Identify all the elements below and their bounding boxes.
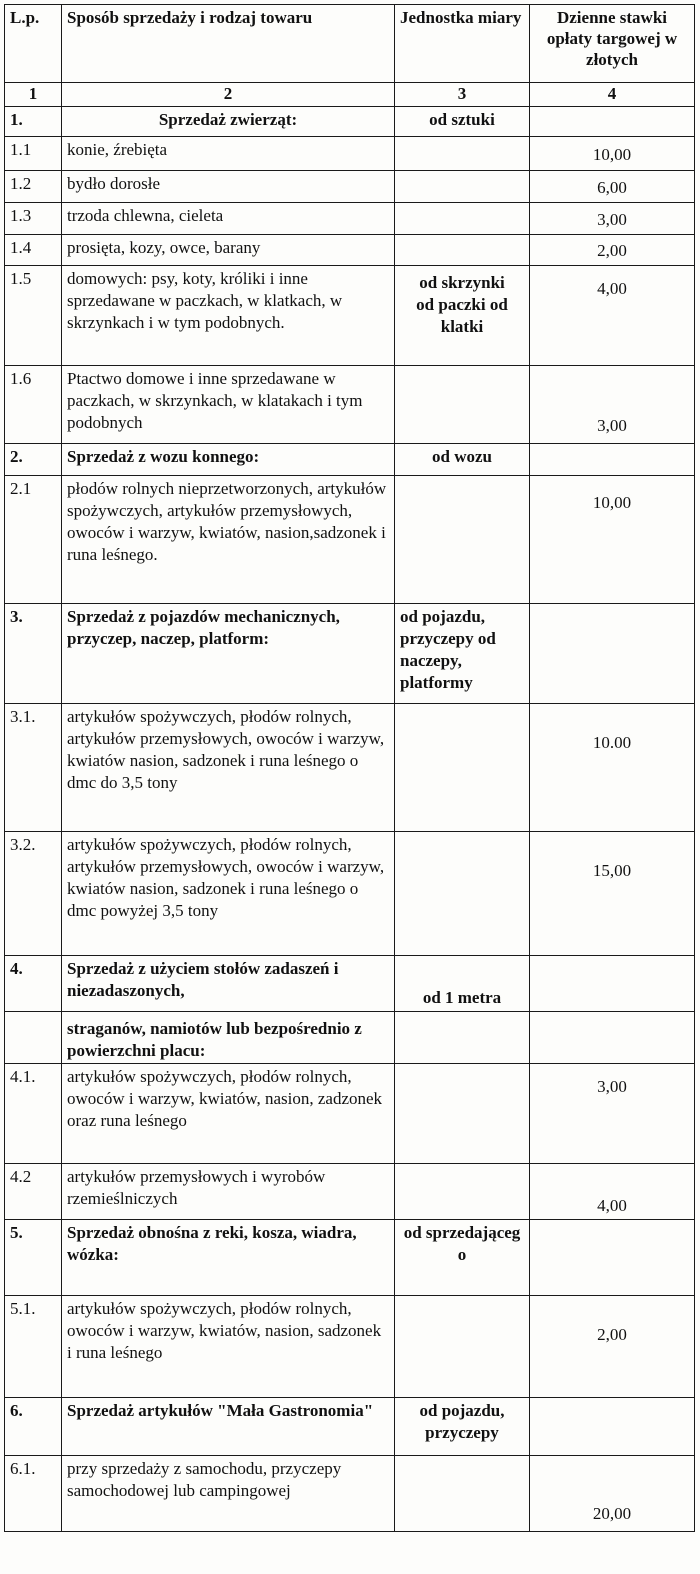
row-lp: 3.2. <box>5 832 62 956</box>
column-number-row <box>5 83 695 107</box>
row-lp: 1.4 <box>5 235 62 266</box>
row-desc: przy sprzedaży z samochodu, przyczepy samochodowej lub campingowej <box>62 1456 395 1532</box>
row-value <box>530 604 695 704</box>
row-lp: 5.1. <box>5 1296 62 1398</box>
table-row <box>5 476 695 604</box>
row-value: 3,00 <box>530 1064 695 1164</box>
row-desc: bydło dorosłe <box>62 171 395 203</box>
row-unit <box>395 832 530 956</box>
row-value: 15,00 <box>530 832 695 956</box>
column-number: 2 <box>62 83 395 107</box>
column-number: 3 <box>395 83 530 107</box>
table-row <box>5 704 695 832</box>
row-desc: artykułów spożywczych, płodów rolnych, artykułów przemysłowych, owoców i warzyw, kwiatów nasion, sadzonek i runa leśnego o dmc do 3,5 tony <box>62 704 395 832</box>
row-lp: 3.1. <box>5 704 62 832</box>
row-value: 2,00 <box>530 235 695 266</box>
row-unit: od sztuki <box>395 107 530 137</box>
row-lp: 4.1. <box>5 1064 62 1164</box>
row-lp: 6.1. <box>5 1456 62 1532</box>
row-value: 10.00 <box>530 704 695 832</box>
table-row <box>5 366 695 444</box>
row-value: 10,00 <box>530 476 695 604</box>
table-row <box>5 235 695 266</box>
row-lp: 1.1 <box>5 137 62 171</box>
row-unit: od wozu <box>395 444 530 476</box>
header-lp: L.p. <box>5 5 62 83</box>
table-row <box>5 266 695 366</box>
table-row <box>5 956 695 1012</box>
table-row <box>5 1220 695 1296</box>
row-desc: konie, źrebięta <box>62 137 395 171</box>
row-unit <box>395 1012 530 1064</box>
table-row <box>5 604 695 704</box>
row-desc: prosięta, kozy, owce, barany <box>62 235 395 266</box>
row-unit <box>395 235 530 266</box>
header-row <box>5 5 695 83</box>
row-unit <box>395 203 530 235</box>
table-row <box>5 171 695 203</box>
row-value: 3,00 <box>530 203 695 235</box>
row-desc: Sprzedaż z użyciem stołów zadaszeń i niezadaszonych, <box>62 956 395 1012</box>
row-desc: domowych: psy, koty, króliki i inne sprzedawane w paczkach, w klatkach, w skrzynkach i w tym podobnych. <box>62 266 395 366</box>
row-desc: artykułów spożywczych, płodów rolnych, owoców i warzyw, kwiatów, nasion, sadzonek i runa leśnego <box>62 1296 395 1398</box>
row-lp: 6. <box>5 1398 62 1456</box>
row-desc: Sprzedaż z pojazdów mechanicznych, przyczep, naczep, platform: <box>62 604 395 704</box>
row-lp: 4. <box>5 956 62 1012</box>
row-unit <box>395 137 530 171</box>
row-value: 6,00 <box>530 171 695 203</box>
row-desc: artykułów przemysłowych i wyrobów rzemieślniczych <box>62 1164 395 1220</box>
row-unit: od 1 metra <box>395 956 530 1012</box>
row-desc: Ptactwo domowe i inne sprzedawane w paczkach, w skrzynkach, w klatakach i tym podobnych <box>62 366 395 444</box>
row-lp: 5. <box>5 1220 62 1296</box>
row-lp: 1.3 <box>5 203 62 235</box>
row-lp: 1. <box>5 107 62 137</box>
row-lp: 1.2 <box>5 171 62 203</box>
row-unit <box>395 704 530 832</box>
row-value: 10,00 <box>530 137 695 171</box>
table-row <box>5 1164 695 1220</box>
row-unit <box>395 171 530 203</box>
row-unit <box>395 1456 530 1532</box>
row-unit <box>395 366 530 444</box>
table-row <box>5 137 695 171</box>
table-row <box>5 107 695 137</box>
row-desc: Sprzedaż zwierząt: <box>62 107 395 137</box>
row-lp: 1.5 <box>5 266 62 366</box>
table-row <box>5 1456 695 1532</box>
row-lp <box>5 1012 62 1064</box>
row-desc: Sprzedaż obnośna z reki, kosza, wiadra, wózka: <box>62 1220 395 1296</box>
table-row <box>5 1296 695 1398</box>
row-value: 3,00 <box>530 366 695 444</box>
table-row <box>5 1064 695 1164</box>
row-desc: trzoda chlewna, cieleta <box>62 203 395 235</box>
header-sposob: Sposób sprzedaży i rodzaj towaru <box>62 5 395 83</box>
row-lp: 3. <box>5 604 62 704</box>
column-number: 4 <box>530 83 695 107</box>
table-row <box>5 1398 695 1456</box>
table-row <box>5 832 695 956</box>
row-value: 4,00 <box>530 1164 695 1220</box>
row-value <box>530 444 695 476</box>
header-jednostka: Jednostka miary <box>395 5 530 83</box>
row-value <box>530 956 695 1012</box>
row-desc: straganów, namiotów lub bezpośrednio z powierzchni placu: <box>62 1012 395 1064</box>
row-unit: od pojazdu, przyczepy od naczepy, platformy <box>395 604 530 704</box>
row-lp: 2. <box>5 444 62 476</box>
table-row <box>5 1012 695 1064</box>
row-value: 20,00 <box>530 1456 695 1532</box>
row-desc: artykułów spożywczych, płodów rolnych, artykułów przemysłowych, owoców i warzyw, kwiatów nasion, sadzonek i runa leśnego o dmc powyżej 3,5 tony <box>62 832 395 956</box>
header-stawki: Dzienne stawki opłaty targowej w złotych <box>530 5 695 83</box>
row-desc: artykułów spożywczych, płodów rolnych, owoców i warzyw, kwiatów, nasion, zadzonek oraz runa leśnego <box>62 1064 395 1164</box>
table-row <box>5 203 695 235</box>
table-row <box>5 444 695 476</box>
row-lp: 2.1 <box>5 476 62 604</box>
row-value: 4,00 <box>530 266 695 366</box>
row-unit: od skrzynki od paczki od klatki <box>395 266 530 366</box>
row-desc: Sprzedaż artykułów "Mała Gastronomia" <box>62 1398 395 1456</box>
row-lp: 1.6 <box>5 366 62 444</box>
row-value <box>530 1398 695 1456</box>
row-unit <box>395 476 530 604</box>
fee-table <box>4 4 695 1532</box>
row-value: 2,00 <box>530 1296 695 1398</box>
row-desc: Sprzedaż z wozu konnego: <box>62 444 395 476</box>
row-unit: od sprzedającego <box>395 1220 530 1296</box>
row-value <box>530 1220 695 1296</box>
row-desc: płodów rolnych nieprzetworzonych, artykułów spożywczych, artykułów przemysłowych, owoców i warzyw, kwiatów, nasion,sadzonek i runa leśnego. <box>62 476 395 604</box>
row-unit <box>395 1164 530 1220</box>
row-unit <box>395 1296 530 1398</box>
row-value <box>530 1012 695 1064</box>
row-unit <box>395 1064 530 1164</box>
row-unit: od pojazdu, przyczepy <box>395 1398 530 1456</box>
column-number: 1 <box>5 83 62 107</box>
row-value <box>530 107 695 137</box>
row-lp: 4.2 <box>5 1164 62 1220</box>
